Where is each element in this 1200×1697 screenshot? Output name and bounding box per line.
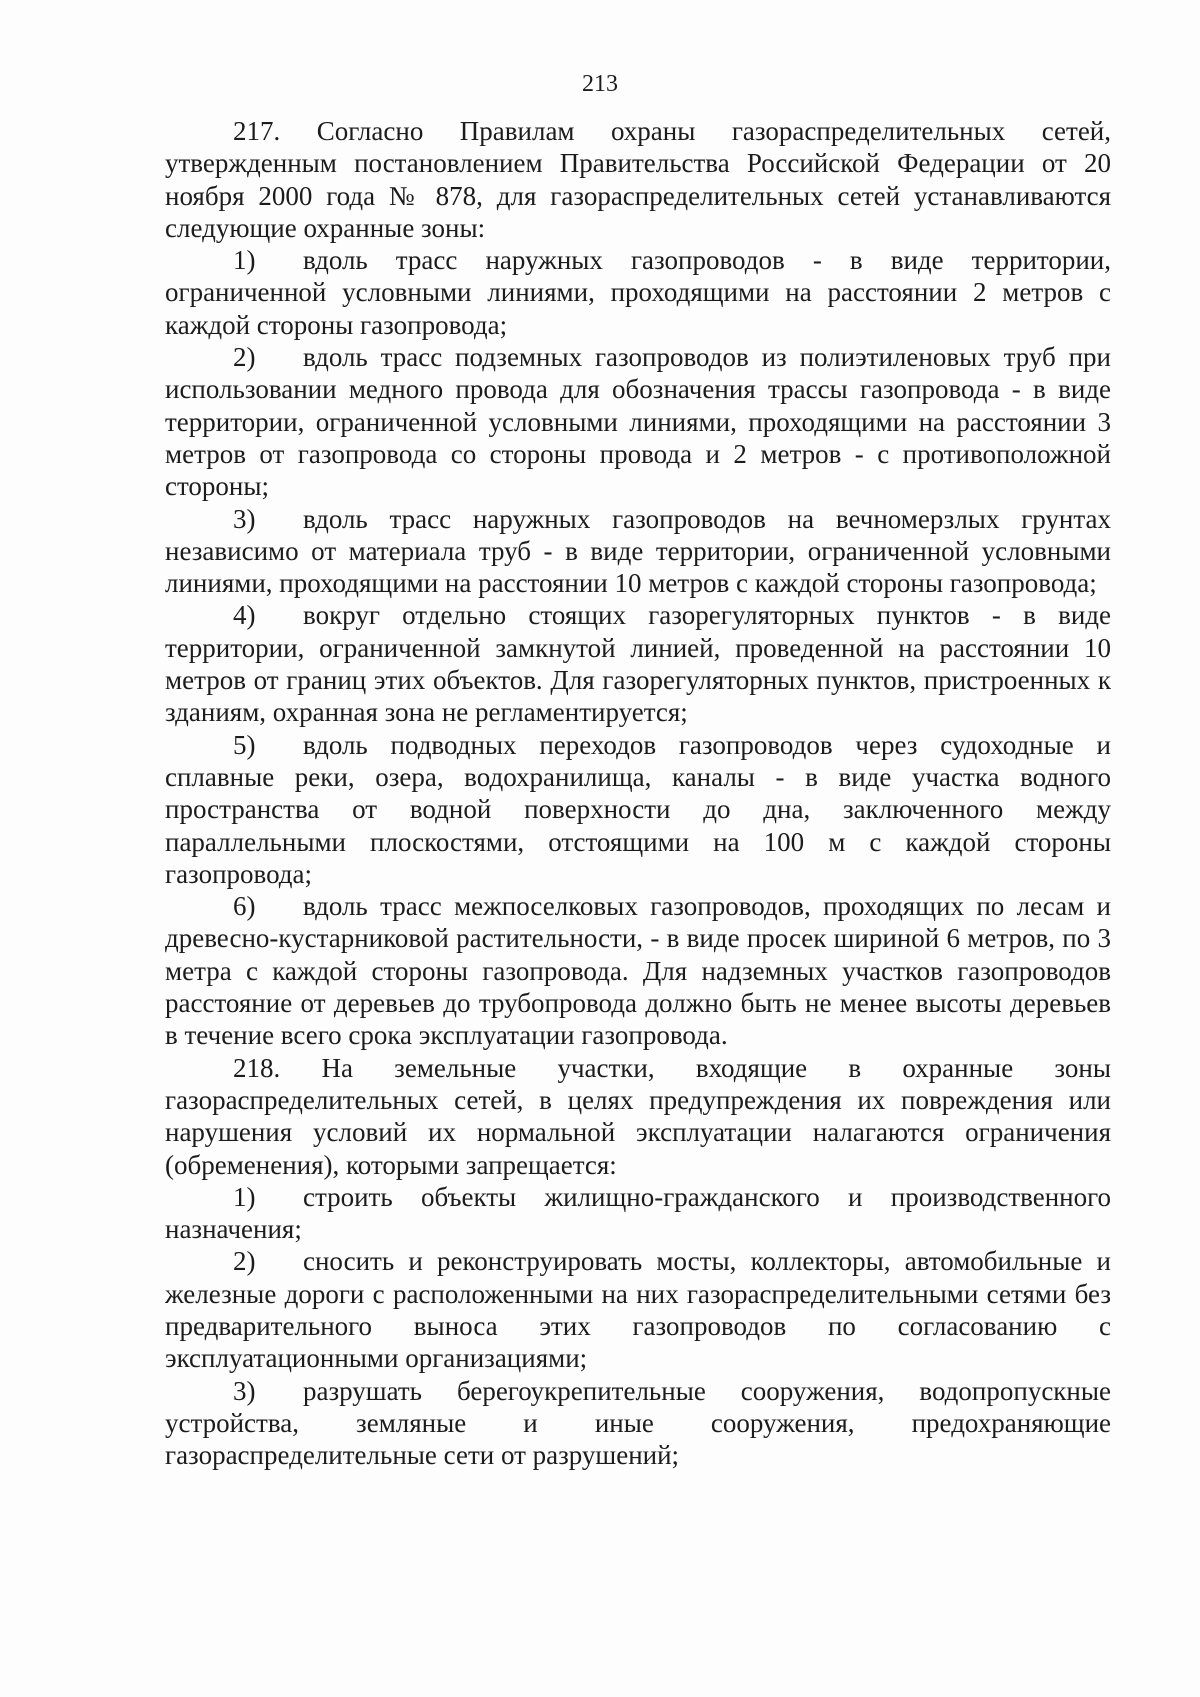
item-number: 2) — [233, 342, 256, 373]
document-body — [165, 115, 1111, 1471]
list-item — [165, 1375, 1111, 1472]
paragraph-218-intro: 218. На земельные участки, входящие в охранные зоны газораспределительных сетей, в целях предупреждения их повреждения или нарушения условий их нормальной эксплуатации налагаются ограничения (обременения), которыми запрещается: — [165, 1052, 1111, 1180]
paragraph-217-intro: 217. Согласно Правилам охраны газораспределительных сетей, утвержденным постановлением Правительства Российской Федерации от 20 ноября 2000 года № 878, для газораспределительных сетей устанавливаются следующие охранные зоны: — [165, 116, 1111, 243]
page-number: 213 — [582, 71, 618, 97]
item-text: вокруг отдельно стоящих газорегуляторных пунктов - в виде территории, ограниченной замкнутой линией, проведенной на расстоянии 10 метров от границ этих объектов. Для газорегуляторных пунктов, пристроенных к зданиям, охранная зона не регламентируется; — [165, 600, 1111, 728]
item-text: вдоль трасс наружных газопроводов на вечномерзлых грунтах независимо от материала труб - в виде территории, ограниченной условными линиями, проходящими на расстоянии 10 метров с каждой стороны газопровода; — [165, 503, 1111, 599]
item-number: 1) — [233, 1181, 256, 1212]
item-number: 5) — [233, 729, 256, 760]
item-text: разрушать берегоукрепительные сооружения, водопропускные устройства, земляные и иные сооружения, предохраняющие газораспределительные сети от разрушений; — [165, 1375, 1111, 1471]
item-number: 2) — [233, 1246, 256, 1277]
list-item — [165, 503, 1111, 600]
item-text: сносить и реконструировать мосты, коллекторы, автомобильные и железные дороги с расположенными на них газораспределительными сетями без предварительного выноса этих газопроводов по согласованию с эксплуатационными организациями; — [165, 1246, 1111, 1374]
list-item — [165, 1245, 1111, 1374]
list-item — [165, 890, 1111, 1051]
item-text: строить объекты жилищно-гражданского и производственного назначения; — [165, 1181, 1111, 1245]
item-text: вдоль трасс подземных газопроводов из полиэтиленовых труб при использовании медного провода для обозначения трассы газопровода - в виде территории, ограниченной условными линиями, проходящими на расстоянии 3 метров от газопровода со стороны провода и 2 метров - с противоположной стороны; — [165, 342, 1111, 502]
list-item — [165, 1181, 1111, 1246]
list-item — [165, 729, 1111, 890]
list-item — [165, 341, 1111, 502]
item-text: вдоль трасс наружных газопроводов - в виде территории, ограниченной условными линиями, проходящими на расстоянии 2 метров с каждой стороны газопровода; — [165, 245, 1111, 340]
item-number: 4) — [233, 600, 256, 631]
item-number: 1) — [233, 245, 256, 276]
item-text: вдоль трасс межпоселковых газопроводов, проходящих по лесам и древесно-кустарниковой растительности, - в виде просек шириной 6 метров, по 3 метра с каждой стороны газопровода. Для надземных участков газопроводов расстояние от деревьев до трубопровода должно быть не менее высоты деревьев в течение всего срока эксплуатации газопровода. — [165, 891, 1111, 1051]
list-item — [165, 599, 1111, 728]
item-number: 3) — [233, 1375, 256, 1406]
item-number: 6) — [233, 891, 256, 922]
list-item — [165, 244, 1111, 341]
item-text: вдоль подводных переходов газопроводов через судоходные и сплавные реки, озера, водохранилища, каналы - в виде участка водного пространства от водной поверхности до дна, заключенного между параллельными плоскостями, отстоящими на 100 м с каждой стороны газопровода; — [165, 729, 1111, 889]
item-number: 3) — [233, 503, 256, 534]
